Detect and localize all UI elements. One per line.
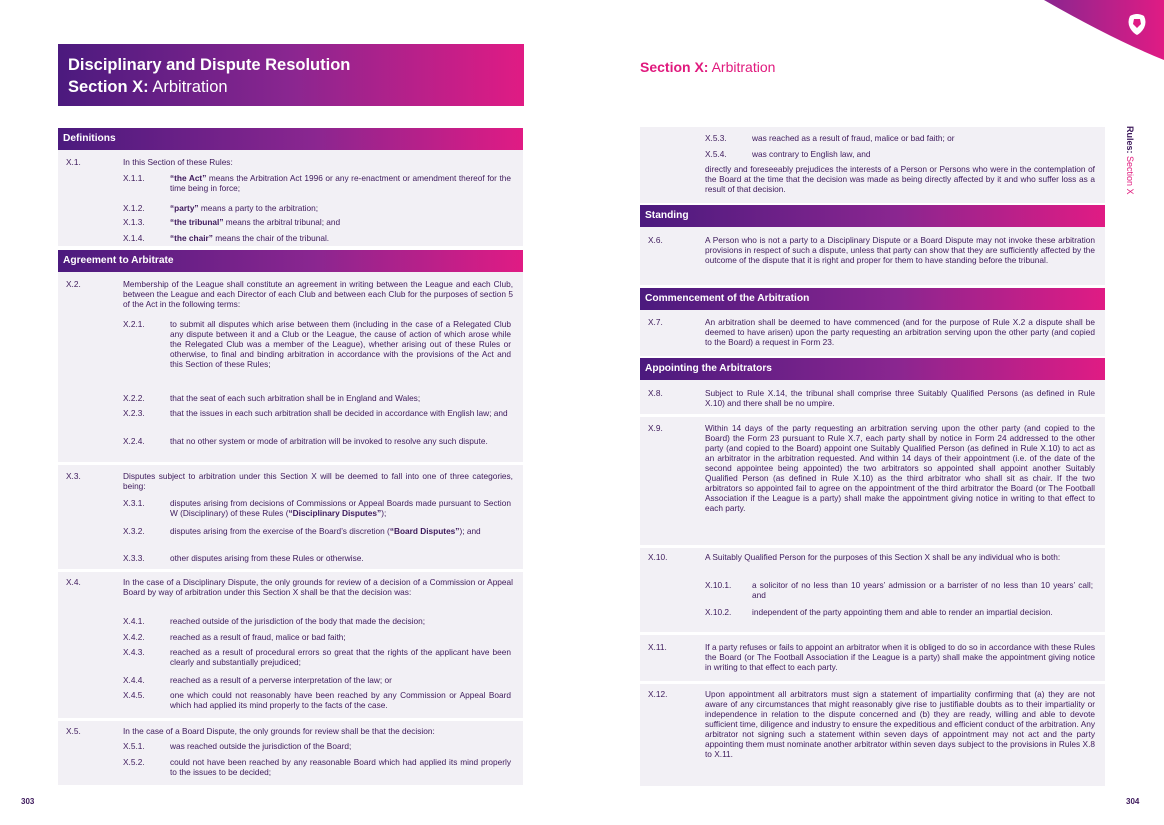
subclause-number: X.10.1. [705,580,732,590]
subclause-number: X.5.1. [123,741,145,751]
subclause-text: reached as a result of a perverse interpretation of the law; or [170,675,392,685]
clause-number: X.12. [648,689,668,699]
subclause-text: “the Act” means the Arbitration Act 1996 or any re-enactment or amendment thereof for the time being in force; [170,173,511,193]
subclause-text: a solicitor of no less than 10 years’ admission or a barrister of no less than 10 years’ call; and [752,580,1093,600]
subclause-text: reached as a result of procedural errors so great that the rights of the applicant have been clearly and substantially prejudiced; [170,647,511,667]
appointing-heading: Appointing the Arbitrators [640,358,1105,380]
subclause-text: to submit all disputes which arise between them (including in the case of a Relegated Club any dispute between it and a Club or the League, the cause of action of which arose while the Relegated Club was a member of the League), whether arising out of these Rules or otherwise, to final and binding arbitration in accordance with the provisions of the Act and this Section of these Rules; [170,319,511,369]
subclause-text: could not have been reached by any reasonable Board which had applied its mind properly to the issues to be decided; [170,757,511,777]
clause-number: X.2. [66,279,81,289]
clause-number: X.1. [66,157,81,167]
side-tab-rules-section [1123,126,1143,216]
clause-text: directly and foreseeably prejudices the interests of a Person or Persons who were in the contemplation of the Board at the time that the decision was made as being directly affected by it and who suffer loss as a result of that decision. [705,164,1095,194]
clause-text: Membership of the League shall constitute an agreement in writing between the League and each Club, between the League and each Director of each Club and between each Club for the purposes of section 5 of the Act in the following terms: [123,279,513,309]
clause-x2-block [58,272,523,462]
subclause-number: X.4.3. [123,647,145,657]
definitions-heading: Definitions [58,128,523,150]
subclause-number: X.1.3. [123,217,145,227]
subclause-text: one which could not reasonably have been reached by any Commission or Appeal Board which had applied its mind properly to the facts of the case. [170,690,511,710]
clause-number: X.11. [648,642,667,652]
subclause-number: X.2.1. [123,319,145,329]
subclause-number: X.5.2. [123,757,145,767]
subclause-text: independent of the party appointing them and able to render an impartial decision. [752,607,1053,617]
clause-x7-block [640,310,1105,356]
subclause-text: other disputes arising from these Rules or otherwise. [170,553,364,563]
page-title-box [58,44,524,106]
subclause-number: X.4.1. [123,616,145,626]
clause-x11-block [640,635,1105,681]
subclause-number: X.3.1. [123,498,145,508]
subclause-number: X.1.4. [123,233,145,243]
subclause-number: X.4.2. [123,632,145,642]
subclause-text: that no other system or mode of arbitration will be invoked to resolve any such dispute. [170,436,488,446]
clause-text: If a party refuses or fails to appoint an arbitrator when it is obliged to do so in accordance with these Rules the Board (or The Football Association if the League is a party) shall make the appointment giving notice in writing to that effect to each party. [705,642,1095,672]
subclause-text: was reached outside the jurisdiction of the Board; [170,741,352,751]
clause-text: Subject to Rule X.14, the tribunal shall comprise three Suitably Qualified Persons (as defined in Rule X.10) and there shall be no umpire. [705,388,1095,408]
clause-number: X.4. [66,577,81,587]
page-title: Disciplinary and Dispute Resolution [68,56,351,74]
clause-number: X.10. [648,552,668,562]
right-section-title: Section X: Arbitration [640,59,776,75]
clause-text: In this Section of these Rules: [123,157,233,167]
subclause-number: X.1.1. [123,173,145,183]
clause-text: Upon appointment all arbitrators must sign a statement of impartiality confirming that (a) they are not aware of any circumstances that might reasonably give rise to justifiable doubts as to their impartiality or independence in relation to the dispute concerned and (b) they are ready, willing and able to devote sufficient time, diligence and industry to ensure the expeditious and efficient conduct of the arbitration. Any arbitrator not signing such a statement within seven days of appointment may not act and the party appointing them must nominate another arbitrator within seven days subject to the provisions in Rules X.8 to X.11. [705,689,1095,759]
subclause-text: “the chair” means the chair of the tribunal. [170,233,330,243]
clause-x5-block [58,721,523,785]
clause-number: X.7. [648,317,663,327]
clause-text: Disputes subject to arbitration under this Section X will be deemed to fall into one of three categories, being: [123,471,513,491]
subclause-number: X.2.2. [123,393,145,403]
subclause-text: disputes arising from the exercise of the Board’s discretion (“Board Disputes”); and [170,526,481,536]
clause-text: Within 14 days of the party requesting an arbitration serving upon the other party (and copied to the Board) the Form 23 pursuant to Rule X.7, each party shall by notice in Form 24 addressed to the other party (and copied to the Board) appoint one Suitably Qualified Person (as defined in Rule X.10) to act as an arbitrator in the arbitration requested. And within 14 days of their appointment (i.e. of the date of the second appointee being appointed) the two arbitrators so appointed shall appoint another Suitably Qualified Person (as defined in Rule X.10) as the third arbitrator who shall sit as chair. If the two arbitrators so appointed fail to agree on the appointment of the third arbitrator the Board (or The Football Association if the League is a party) shall make the appointment giving notice in writing to that effect to each party. [705,423,1095,513]
subclause-number: X.2.3. [123,408,145,418]
standing-heading: Standing [640,205,1105,227]
side-tab-label: Rules: Section X [1125,126,1135,195]
clause-text: An arbitration shall be deemed to have commenced (and for the purpose of Rule X.2 a dispute shall be deemed to have arisen) upon the party requesting an arbitration serving upon the other party (and copied to the Board) a request in Form 23. [705,317,1095,347]
definitions-block [58,150,523,246]
clause-x12-block [640,684,1105,786]
clause-text: A Suitably Qualified Person for the purposes of this Section X shall be any individual who is both: [705,552,1061,562]
clause-x9-block [640,417,1105,545]
clause-text: In the case of a Board Dispute, the only grounds for review shall be that the decision: [123,726,435,736]
clause-x10-block [640,548,1105,632]
clause-x4-block [58,572,523,718]
clause-number: X.8. [648,388,663,398]
subclause-number: X.10.2. [705,607,732,617]
subclause-number: X.1.2. [123,203,145,213]
right-page [582,0,1164,825]
clause-x8-block [640,380,1105,414]
subclause-number: X.4.4. [123,675,145,685]
agreement-heading: Agreement to Arbitrate [58,250,523,272]
clause-number: X.5. [66,726,81,736]
commencement-heading: Commencement of the Arbitration [640,288,1105,310]
subclause-text: reached as a result of fraud, malice or bad faith; [170,632,346,642]
page-number: 304 [1126,797,1140,806]
subclause-text: was contrary to English law, and [752,149,871,159]
clause-x6-block [640,227,1105,285]
subclause-text: was reached as a result of fraud, malice or bad faith; or [752,133,955,143]
clause-number: X.6. [648,235,663,245]
clause-text: A Person who is not a party to a Disciplinary Dispute or a Board Dispute may not invoke these arbitration provisions in respect of such a dispute, unless that party can show that they are sufficiently affected by the outcome of the dispute that it is right and proper for them to have standing before the tribunal. [705,235,1095,265]
subclause-text: reached outside of the jurisdiction of the body that made the decision; [170,616,426,626]
subclause-text: “the tribunal” means the arbitral tribunal; and [170,217,341,227]
subclause-text: that the seat of each such arbitration shall be in England and Wales; [170,393,421,403]
clause-text: In the case of a Disciplinary Dispute, the only grounds for review of a decision of a Commission or Appeal Board by way of arbitration under this Section X shall be that the decision was: [123,577,513,597]
section-title: Section X: Arbitration [68,78,228,96]
clause-x3-block [58,465,523,569]
page-number: 303 [21,797,35,806]
subclause-number: X.3.2. [123,526,145,536]
subclause-number: X.3.3. [123,553,145,563]
clause-x5-continued-block [640,127,1105,203]
subclause-text: disputes arising from decisions of Commissions or Appeal Boards made pursuant to Section W (Disciplinary) of these Rules (“Disciplinary Disputes”); [170,498,511,518]
subclause-number: X.5.4. [705,149,727,159]
subclause-number: X.5.3. [705,133,727,143]
subclause-number: X.4.5. [123,690,145,700]
subclause-text: “party” means a party to the arbitration; [170,203,319,213]
clause-number: X.3. [66,471,81,481]
subclause-number: X.2.4. [123,436,145,446]
subclause-text: that the issues in each such arbitration shall be decided in accordance with English law; and [170,408,508,418]
clause-number: X.9. [648,423,663,433]
